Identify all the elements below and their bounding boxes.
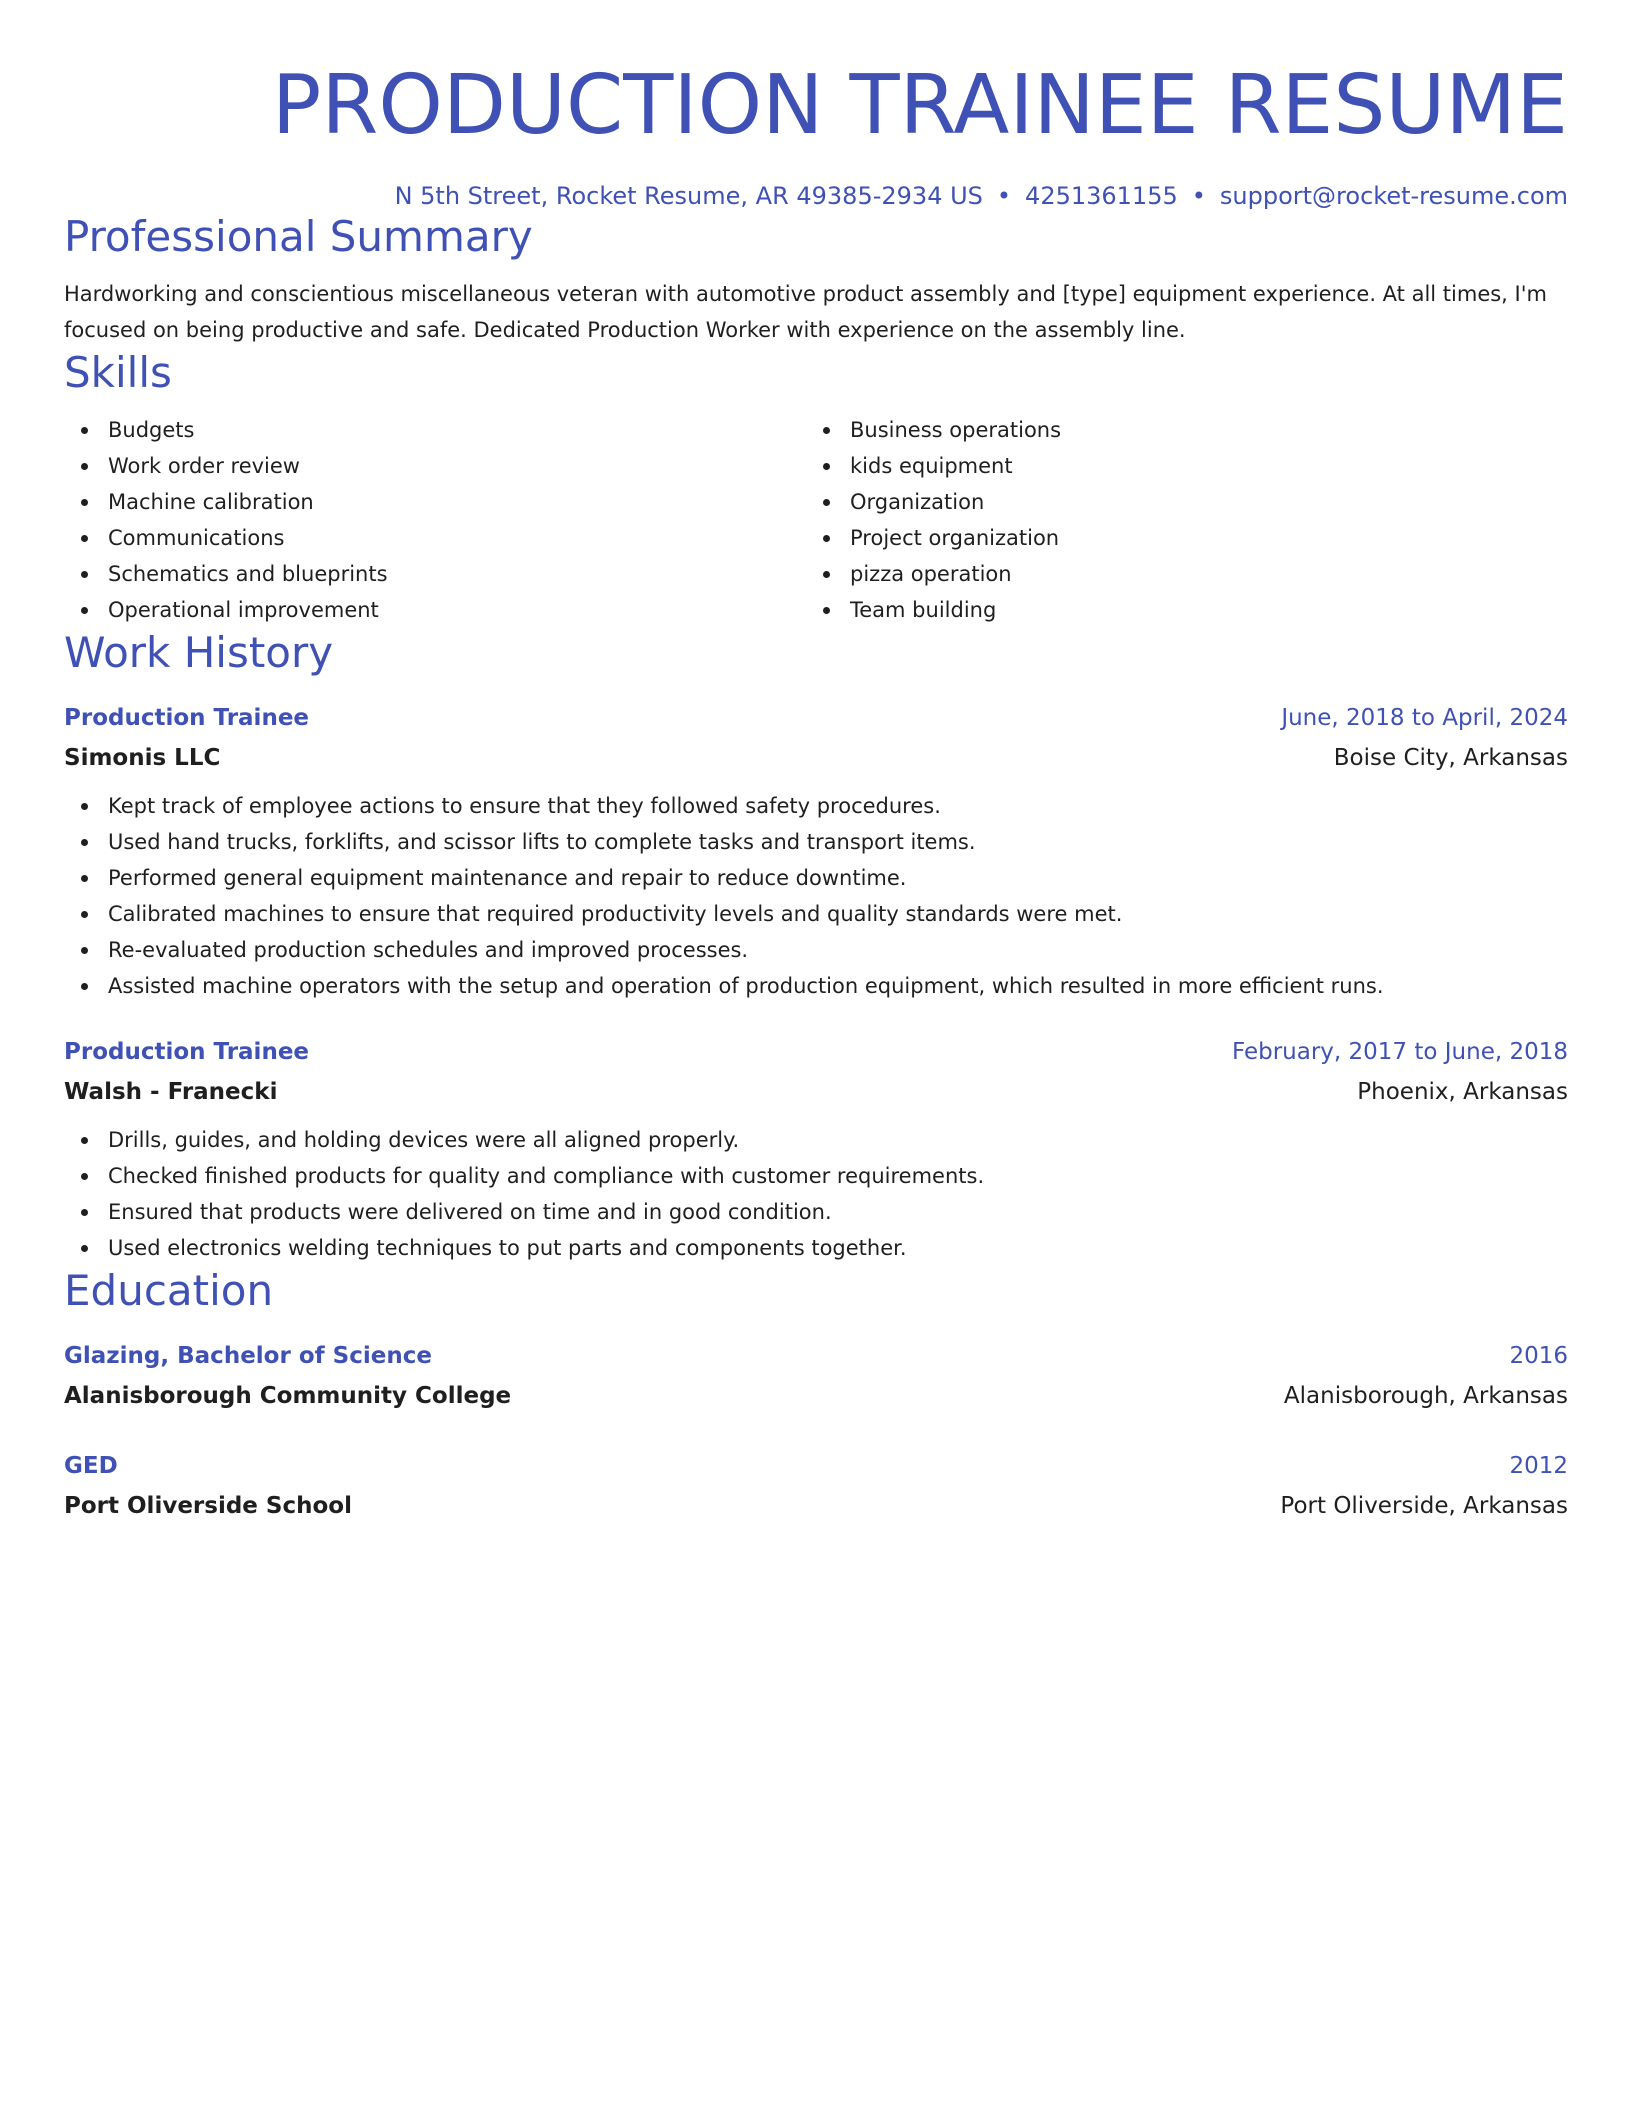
email-link[interactable]: support@rocket-resume.com: [1219, 182, 1568, 210]
education-school-row: [64, 1376, 1568, 1416]
skill-item: Operational improvement: [64, 592, 806, 628]
job-location: Boise City, Arkansas: [1333, 745, 1568, 771]
job-bullet: Kept track of employee actions to ensure that they followed safety procedures.: [64, 788, 1568, 824]
graduation-year: 2012: [1509, 1453, 1568, 1479]
skills-column-left: [64, 412, 806, 628]
job-bullet: Assisted machine operators with the setup and operation of production equipment, which resulted in more efficient runs.: [64, 968, 1568, 1004]
education-header-row: [64, 1336, 1568, 1376]
job-header-row: [64, 1032, 1568, 1072]
job-company-row: [64, 738, 1568, 778]
skill-item: Project organization: [806, 520, 1548, 556]
job-dates: June, 2018 to April, 2024: [1281, 705, 1568, 731]
summary-text: Hardworking and conscientious miscellaneous veteran with automotive product assembly and [type] equipment experience. At all times, I'm focused on being productive and safe. Dedicated Production Worker with experience on the assembly line.: [64, 282, 1547, 342]
work-history-heading: Work History: [64, 628, 334, 677]
job-header-row: [64, 698, 1568, 738]
school-name: Port Oliverside School: [64, 1493, 352, 1519]
company-name: Walsh - Franecki: [64, 1079, 278, 1105]
job-title: Production Trainee: [64, 1039, 310, 1065]
skill-item: Schematics and blueprints: [64, 556, 806, 592]
job-bullet: Drills, guides, and holding devices were all aligned properly.: [64, 1122, 1568, 1158]
job-bullets: [64, 1122, 1568, 1266]
resume-title: PRODUCTION TRAINEE RESUME: [271, 58, 1568, 153]
job-title: Production Trainee: [64, 705, 310, 731]
education-school-row: [64, 1486, 1568, 1526]
skill-item: Team building: [806, 592, 1548, 628]
contact-separator: •: [1191, 182, 1206, 210]
summary-heading: Professional Summary: [64, 212, 533, 261]
job-location: Phoenix, Arkansas: [1357, 1079, 1568, 1105]
skills-heading: Skills: [64, 348, 172, 397]
degree-title: Glazing, Bachelor of Science: [64, 1343, 432, 1369]
education-header-row: [64, 1446, 1568, 1486]
job-bullets: [64, 788, 1568, 1004]
skill-item: Work order review: [64, 448, 806, 484]
skill-item: Budgets: [64, 412, 806, 448]
degree-title: GED: [64, 1453, 118, 1479]
job-entry: [64, 698, 1568, 1004]
skill-item: Business operations: [806, 412, 1548, 448]
skill-item: pizza operation: [806, 556, 1548, 592]
job-bullet: Calibrated machines to ensure that required productivity levels and quality standards were met.: [64, 896, 1568, 932]
skills-list: [64, 412, 1568, 628]
phone-text: 4251361155: [1025, 182, 1178, 210]
skill-item: Communications: [64, 520, 806, 556]
job-bullet: Performed general equipment maintenance and repair to reduce downtime.: [64, 860, 1568, 896]
school-location: Port Oliverside, Arkansas: [1280, 1493, 1568, 1519]
contact-line: [64, 180, 1568, 212]
resume-page: [64, 0, 1568, 1526]
job-bullet: Used electronics welding techniques to put parts and components together.: [64, 1230, 1568, 1266]
school-location: Alanisborough, Arkansas: [1283, 1383, 1568, 1409]
education-heading: Education: [64, 1266, 274, 1315]
job-bullet: Ensured that products were delivered on time and in good condition.: [64, 1194, 1568, 1230]
education-entry: [64, 1336, 1568, 1416]
contact-separator: •: [996, 182, 1012, 210]
job-dates: February, 2017 to June, 2018: [1231, 1039, 1568, 1065]
skill-item: Organization: [806, 484, 1548, 520]
education-entry: [64, 1446, 1568, 1526]
school-name: Alanisborough Community College: [64, 1383, 512, 1409]
graduation-year: 2016: [1509, 1343, 1568, 1369]
job-entry: [64, 1032, 1568, 1266]
skill-item: kids equipment: [806, 448, 1548, 484]
address-text: N 5th Street, Rocket Resume, AR 49385-2934 US: [394, 182, 983, 210]
job-bullet: Checked finished products for quality and compliance with customer requirements.: [64, 1158, 1568, 1194]
company-name: Simonis LLC: [64, 745, 221, 771]
job-company-row: [64, 1072, 1568, 1112]
skill-item: Machine calibration: [64, 484, 806, 520]
skills-column-right: [806, 412, 1548, 628]
job-bullet: Re-evaluated production schedules and improved processes.: [64, 932, 1568, 968]
job-bullet: Used hand trucks, forklifts, and scissor lifts to complete tasks and transport items.: [64, 824, 1568, 860]
